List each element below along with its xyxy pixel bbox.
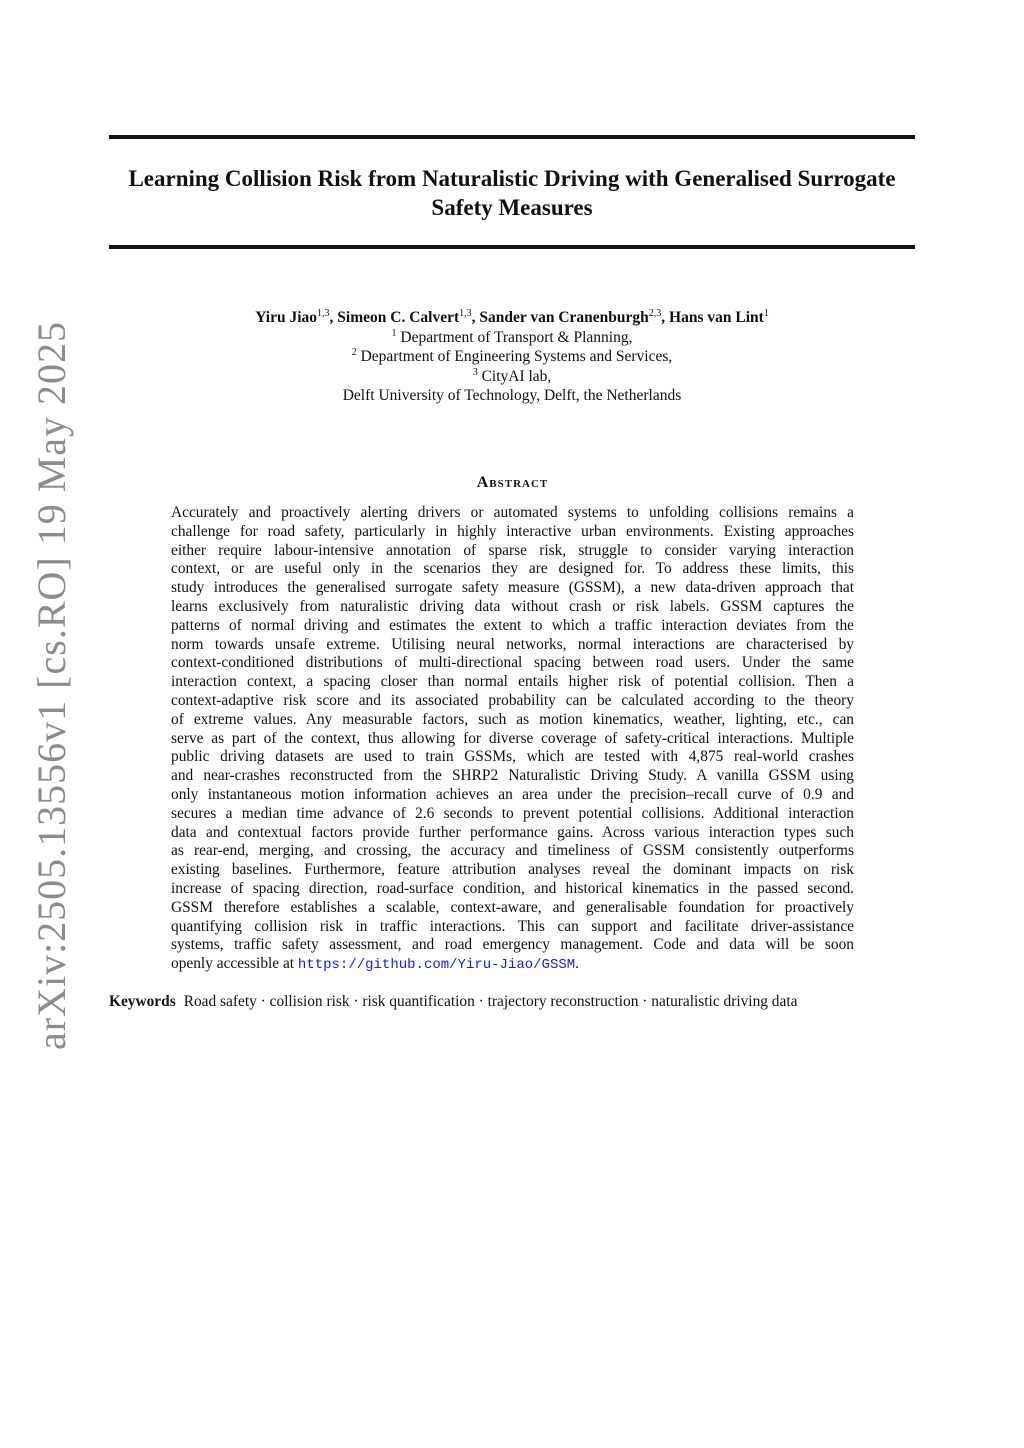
abstract-line bbox=[171, 955, 854, 975]
abstract-body bbox=[171, 504, 854, 975]
abstract-line: either require labour-intensive annotation of sparse risk, struggle to consider varying interaction bbox=[171, 541, 854, 559]
abstract-line: increase of spacing direction, road-surface condition, and historical kinematics in the passed second. bbox=[171, 879, 854, 897]
abstract-text: . bbox=[575, 955, 580, 973]
title-line: Learning Collision Risk from Naturalistic Driving with Generalised Surrogate bbox=[128, 166, 896, 191]
title-rule-bottom bbox=[109, 245, 915, 249]
abstract-line: GSSM therefore establishes a scalable, context-aware, and generalisable foundation for proactively bbox=[171, 898, 854, 916]
abstract-line: and near-crashes reconstructed from the SHRP2 Naturalistic Driving Study. A vanilla GSSM using bbox=[171, 767, 854, 785]
author-separator: , bbox=[329, 309, 338, 326]
author-separator: , bbox=[661, 309, 670, 326]
abstract-line: challenge for road safety, particularly in highly interactive urban environments. Existing approaches bbox=[171, 522, 854, 540]
affiliation-mark: 2 bbox=[351, 347, 357, 358]
affiliation-mark: 1 bbox=[391, 327, 397, 339]
affiliation bbox=[160, 328, 864, 348]
abstract-line: Accurately and proactively alerting drivers or automated systems to unfolding collisions remains a bbox=[171, 504, 854, 521]
author-name: Hans van Lint bbox=[669, 309, 764, 326]
title-line: Safety Measures bbox=[431, 195, 593, 220]
abstract-line: of extreme values. Any measurable factors, such as motion kinematics, weather, lighting, etc., can bbox=[171, 710, 854, 728]
affiliation bbox=[160, 347, 864, 367]
affiliation bbox=[160, 386, 864, 406]
abstract-line: context, or are useful only in the scenarios they are designed for. To address these limits, this bbox=[171, 560, 854, 578]
keywords-list: Road safety · collision risk · risk quantification · trajectory reconstruction · naturalistic driving data bbox=[183, 993, 798, 1010]
abstract-line: as rear-end, merging, and crossing, the accuracy and timeliness of GSSM consistently outperforms bbox=[171, 842, 854, 860]
keywords-label: Keywords bbox=[109, 993, 176, 1010]
authors-block bbox=[160, 308, 864, 406]
abstract-line: learns exclusively from naturalistic driving data without crash or risk labels. GSSM captures the bbox=[171, 597, 854, 615]
abstract-line: data and contextual factors provide further performance gains. Across various interaction types such bbox=[171, 823, 854, 841]
author-list bbox=[160, 308, 864, 328]
abstract-line: serve as part of the context, thus allowing for diverse coverage of safety-critical interactions. Multiple bbox=[171, 729, 854, 747]
abstract-text: openly accessible at bbox=[171, 955, 298, 973]
author-name: Sander van Cranenburgh bbox=[479, 309, 649, 326]
abstract-line: context-conditioned distributions of multi-directional spacing between road users. Under the same bbox=[171, 654, 854, 672]
author-separator: , bbox=[471, 309, 480, 326]
keywords-line bbox=[109, 992, 915, 1011]
author-affil-mark: 1,3 bbox=[459, 308, 472, 319]
abstract-line: systems, traffic safety assessment, and road emergency management. Code and data will be soon bbox=[171, 936, 854, 954]
affiliation bbox=[160, 367, 864, 387]
abstract-heading: Abstract bbox=[476, 474, 549, 491]
abstract-line: interaction context, a spacing closer than normal entails higher risk of potential collision. Then a bbox=[171, 673, 854, 691]
abstract-line: context-adaptive risk score and its associated probability can be calculated according to the theory bbox=[171, 691, 854, 709]
author-name: Yiru Jiao bbox=[255, 309, 318, 326]
abstract-line: study introduces the generalised surrogate safety measure (GSSM), a new data-driven approach that bbox=[171, 579, 854, 597]
abstract-line: only instantaneous motion information achieves an area under the precision–recall curve of 0.9 and bbox=[171, 785, 854, 803]
affiliation-mark: 3 bbox=[472, 366, 478, 378]
affiliation-text: CityAI lab, bbox=[481, 367, 552, 385]
author-affil-mark: 1 bbox=[763, 308, 769, 319]
code-repository-link[interactable]: https://github.com/Yiru-Jiao/GSSM bbox=[297, 957, 576, 974]
abstract-line: public driving datasets are used to train GSSMs, which are tested with 4,875 real-world crashes bbox=[171, 748, 854, 766]
affiliation-text: Delft University of Technology, Delft, the Netherlands bbox=[342, 387, 682, 404]
affiliation-text: Department of Transport & Planning, bbox=[400, 328, 633, 346]
abstract-line: patterns of normal driving and estimates the extent to which a traffic interaction deviates from the bbox=[171, 616, 854, 634]
abstract-line: existing baselines. Furthermore, feature attribution analyses reveal the dominant impacts on risk bbox=[171, 861, 854, 879]
arxiv-identifier: arXiv:2505.13556v1 [cs.RO] 19 May 2025 bbox=[29, 320, 74, 1050]
abstract-line: norm towards unsafe extreme. Utilising neural networks, normal interactions are characterised by bbox=[171, 635, 854, 653]
abstract-line: quantifying collision risk in traffic interactions. This can support and facilitate driver-assistance bbox=[171, 917, 854, 935]
paper-title bbox=[109, 164, 915, 222]
title-rule-top bbox=[109, 135, 915, 139]
author-affil-mark: 1,3 bbox=[317, 308, 330, 319]
author-affil-mark: 2,3 bbox=[648, 308, 662, 319]
author-name: Simeon C. Calvert bbox=[337, 309, 460, 326]
affiliation-text: Department of Engineering Systems and Services, bbox=[360, 348, 673, 365]
abstract-line: secures a median time advance of 2.6 seconds to prevent potential collisions. Additional interaction bbox=[171, 804, 854, 822]
